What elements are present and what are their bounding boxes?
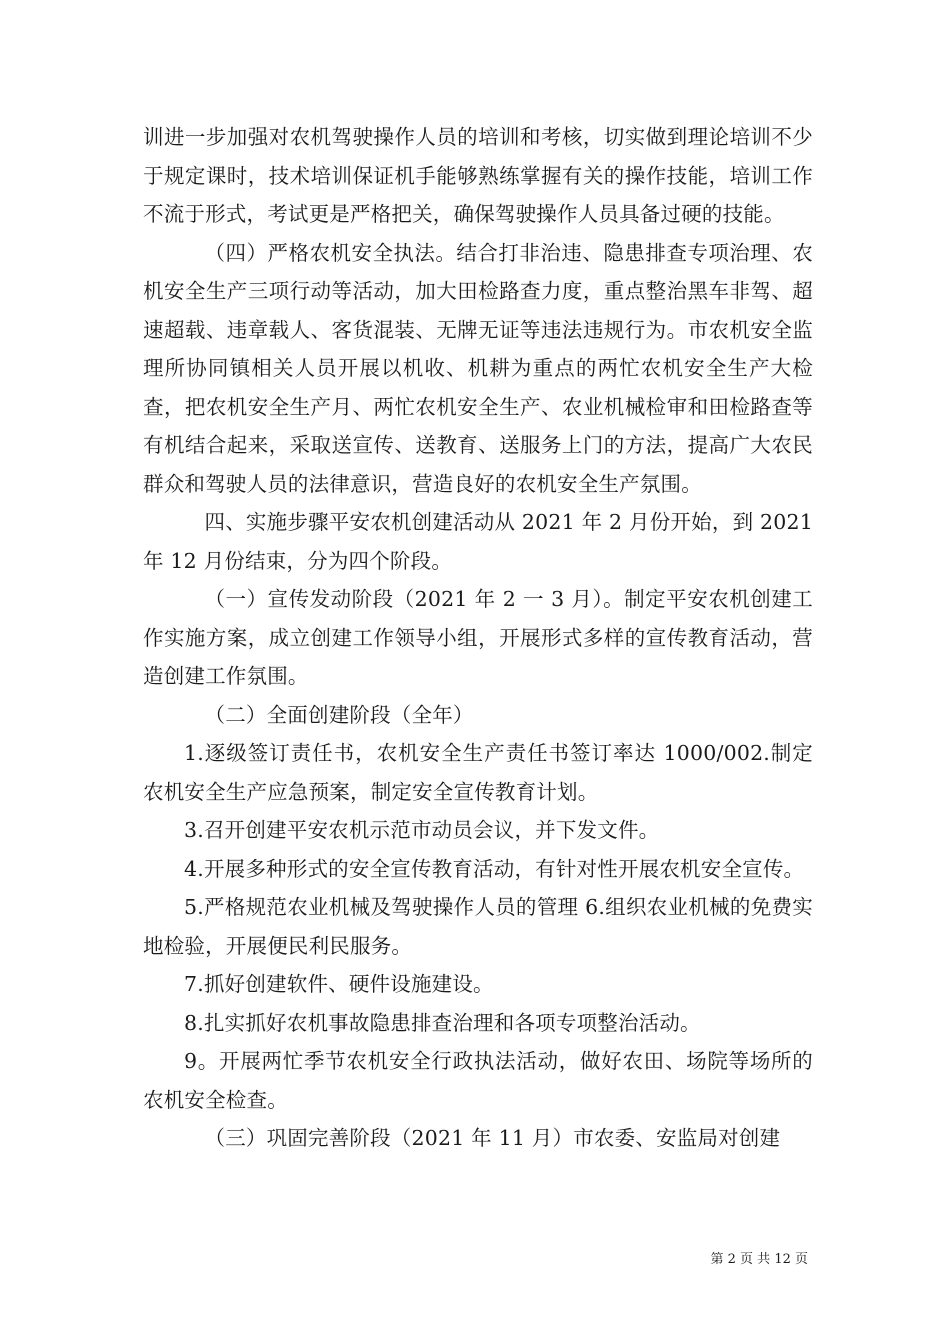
paragraph-stage-3-consolidation: （三）巩固完善阶段（2021 年 11 月）市农委、安监局对创建 bbox=[204, 1126, 781, 1150]
list-item-5-6: 5.严格规范农业机械及驾驶操作人员的管理 6.组织农业机械的免费实地检验，开展便民利民服务。 bbox=[143, 895, 813, 958]
paragraph-training-continuation: 训进一步加强对农机驾驶操作人员的培训和考核，切实做到理论培训不少于规定课时，技术培训保证机手能够熟练掌握有关的操作技能，培训工作不流于形式，考试更是严格把关，确保驾驶操作人员具备过硬的技能。 bbox=[143, 125, 813, 226]
paragraph-stage-2-heading: （二）全面创建阶段（全年） bbox=[204, 702, 474, 727]
list-item-1-2: 1.逐级签订责任书，农机安全生产责任书签订率达 1000/002.制定农机安全生产应急预案，制定安全宣传教育计划。 bbox=[143, 741, 813, 804]
paragraph-section-4-enforcement: （四）严格农机安全执法。结合打非治违、隐患排查专项治理、农机安全生产三项行动等活动，加大田检路查力度，重点整治黑车非驾、超速超载、违章载人、客货混装、无牌无证等违法违规行为。市农机安全监理所协同镇相关人员开展以机收、机耕为重点的两忙农机安全生产大检查，把农机安全生产月、两忙农机安全生产、农业机械检审和田检路查等有机结合起来，采取送宣传、送教育、送服务上门的方法，提高广大农民群众和驾驶人员的法律意识，营造良好的农机安全生产氛围。 bbox=[143, 240, 813, 496]
list-item-4: 4.开展多种形式的安全宣传教育活动，有针对性开展农机安全宣传。 bbox=[184, 856, 805, 881]
list-item-8: 8.扎实抓好农机事故隐患排查治理和各项专项整治活动。 bbox=[184, 1010, 701, 1035]
paragraph-implementation-steps: 四、实施步骤平安农机创建活动从 2021 年 2 月份开始，到 2021 年 12 月份结束，分为四个阶段。 bbox=[143, 510, 813, 573]
paragraph-stage-1-publicity: （一）宣传发动阶段（2021 年 2 一 3 月）。制定平安农机创建工作实施方案，成立创建工作领导小组，开展形式多样的宣传教育活动，营造创建工作氛围。 bbox=[143, 587, 813, 688]
document-body bbox=[143, 118, 813, 1158]
list-item-9: 9。开展两忙季节农机安全行政执法活动，做好农田、场院等场所的农机安全检查。 bbox=[143, 1049, 813, 1112]
list-item-3: 3.召开创建平安农机示范市动员会议，并下发文件。 bbox=[184, 818, 660, 842]
list-item-7: 7.抓好创建软件、硬件设施建设。 bbox=[184, 972, 494, 996]
page-number-footer: 第 2 页 共 12 页 bbox=[710, 1252, 808, 1267]
